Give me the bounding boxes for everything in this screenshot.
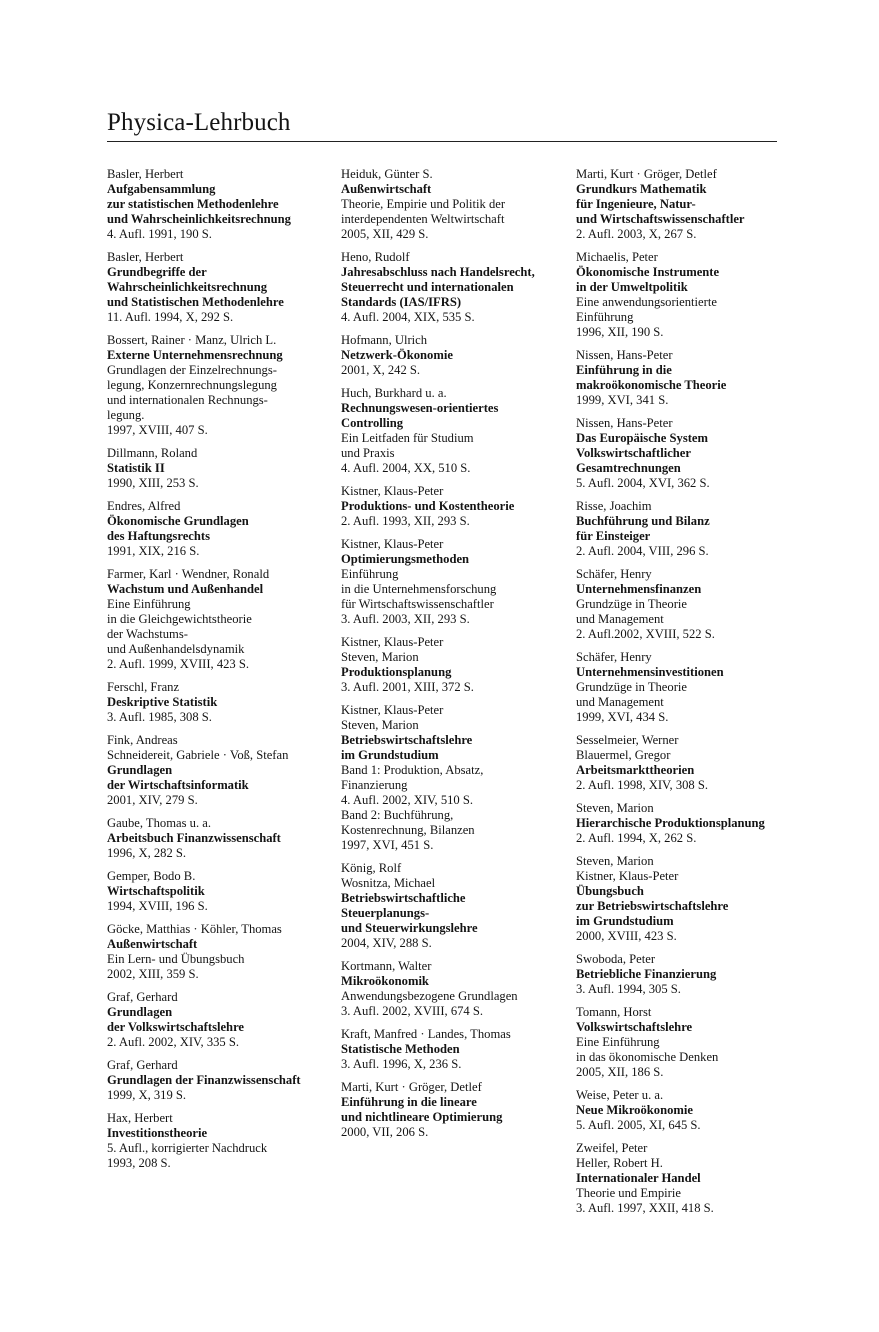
book-title-line: Volkswirtschaftslehre — [576, 1020, 693, 1034]
book-edition-line: 4. Aufl. 1991, 190 S. — [107, 227, 212, 241]
book-title-line: des Haftungsrechts — [107, 529, 210, 543]
book-author-line: Tomann, Horst — [576, 1005, 652, 1019]
book-title-line: Controlling — [341, 416, 404, 430]
book-title-line: Außenwirtschaft — [107, 937, 198, 951]
book-entry — [107, 1111, 339, 1171]
book-entry — [341, 703, 573, 853]
book-edition-line: 11. Aufl. 1994, X, 292 S. — [107, 310, 234, 324]
book-author-line: Bossert, Rainer · Manz, Ulrich L. — [107, 333, 277, 347]
book-author-line: Schäfer, Henry — [576, 650, 652, 664]
book-title-line: Einführung in die lineare — [341, 1095, 477, 1109]
book-entry — [576, 801, 808, 846]
book-author-line: Weise, Peter u. a. — [576, 1088, 664, 1102]
book-title-line: Grundbegriffe der — [107, 265, 207, 279]
book-edition-line: 1993, 208 S. — [107, 1156, 171, 1170]
book-title-line: Einführung in die — [576, 363, 672, 377]
book-edition-line: 2005, XII, 429 S. — [341, 227, 429, 241]
book-edition-line: 1999, XVI, 341 S. — [576, 393, 669, 407]
book-subtitle-line: legung. — [107, 408, 145, 422]
book-title-line: und Wahrscheinlichkeitsrechnung — [107, 212, 291, 226]
book-entry — [576, 1005, 808, 1080]
book-entry — [341, 861, 573, 951]
book-author-line: Steven, Marion — [341, 718, 419, 732]
book-author-line: Wosnitza, Michael — [341, 876, 436, 890]
book-title-line: und nichtlineare Optimierung — [341, 1110, 503, 1124]
book-edition-line: 4. Aufl. 2004, XX, 510 S. — [341, 461, 471, 475]
book-title-line: und Wirtschaftswissenschaftler — [576, 212, 745, 226]
book-author-line: Hofmann, Ulrich — [341, 333, 428, 347]
book-author-line: Steven, Marion — [576, 854, 654, 868]
book-author-line: Kistner, Klaus-Peter — [341, 703, 444, 717]
book-title-line: Externe Unternehmensrechnung — [107, 348, 283, 362]
book-subtitle-line: und Praxis — [341, 446, 395, 460]
book-author-line: Michaelis, Peter — [576, 250, 658, 264]
book-subtitle-line: Ein Leitfaden für Studium — [341, 431, 474, 445]
book-author-line: Marti, Kurt · Gröger, Detlef — [341, 1080, 482, 1094]
book-title-line: für Ingenieure, Natur- — [576, 197, 696, 211]
book-author-line: Heno, Rudolf — [341, 250, 410, 264]
book-author-line: Heller, Robert H. — [576, 1156, 663, 1170]
book-author-line: Kistner, Klaus-Peter — [341, 484, 444, 498]
book-subtitle-line: und Außenhandelsdynamik — [107, 642, 245, 656]
book-edition-line: 2000, VII, 206 S. — [341, 1125, 429, 1139]
book-title-line: und Statistischen Methodenlehre — [107, 295, 284, 309]
book-edition-line: 5. Aufl. 2005, XI, 645 S. — [576, 1118, 701, 1132]
book-subtitle-line: und Management — [576, 695, 664, 709]
book-entry — [341, 1080, 573, 1140]
book-entry — [107, 1058, 339, 1103]
book-edition-line: Kostenrechnung, Bilanzen — [341, 823, 475, 837]
book-title-line: Netzwerk-Ökonomie — [341, 348, 453, 362]
book-subtitle-line: Eine Einführung — [107, 597, 191, 611]
book-entry — [107, 499, 339, 559]
book-title-line: Wahrscheinlichkeitsrechnung — [107, 280, 268, 294]
book-title-line: Rechnungswesen-orientiertes — [341, 401, 499, 415]
book-title-line: in der Umweltpolitik — [576, 280, 688, 294]
book-title-line: Produktions- und Kostentheorie — [341, 499, 515, 513]
book-entry — [576, 416, 808, 491]
book-title-line: Grundlagen — [107, 1005, 173, 1019]
book-subtitle-line: Einführung — [576, 310, 634, 324]
book-author-line: Schäfer, Henry — [576, 567, 652, 581]
book-edition-line: 1991, XIX, 216 S. — [107, 544, 200, 558]
book-subtitle-line: Eine Einführung — [576, 1035, 660, 1049]
book-title-line: Volkswirtschaftlicher — [576, 446, 691, 460]
book-author-line: Kistner, Klaus-Peter — [576, 869, 679, 883]
book-author-line: Blauermel, Gregor — [576, 748, 671, 762]
book-edition-line: 1994, XVIII, 196 S. — [107, 899, 208, 913]
book-title-line: Ökonomische Instrumente — [576, 265, 720, 279]
book-edition-line: 2005, XII, 186 S. — [576, 1065, 664, 1079]
book-title-line: Betriebliche Finanzierung — [576, 967, 717, 981]
book-subtitle-line: Grundzüge in Theorie — [576, 597, 687, 611]
book-author-line: Gemper, Bodo B. — [107, 869, 196, 883]
book-edition-line: 2000, XVIII, 423 S. — [576, 929, 677, 943]
book-title-line: Grundlagen — [107, 763, 173, 777]
book-entry — [107, 733, 339, 808]
title-rule — [107, 141, 777, 142]
book-title-line: Wachstum und Außenhandel — [107, 582, 264, 596]
book-edition-line: 2. Aufl. 1999, XVIII, 423 S. — [107, 657, 250, 671]
book-edition-line: 1999, X, 319 S. — [107, 1088, 187, 1102]
book-title-line: Steuerplanungs- — [341, 906, 430, 920]
book-author-line: Göcke, Matthias · Köhler, Thomas — [107, 922, 282, 936]
book-subtitle-line: und Management — [576, 612, 664, 626]
book-entry — [576, 567, 808, 642]
book-title-line: für Einsteiger — [576, 529, 651, 543]
book-entry — [107, 167, 339, 242]
book-subtitle-line: Theorie, Empirie und Politik der — [341, 197, 506, 211]
book-title-line: Steuerrecht und internationalen — [341, 280, 514, 294]
book-subtitle-line: Grundlagen der Einzelrechnungs- — [107, 363, 277, 377]
book-edition-line: 1997, XVIII, 407 S. — [107, 423, 208, 437]
book-author-line: Kistner, Klaus-Peter — [341, 537, 444, 551]
book-author-line: Kistner, Klaus-Peter — [341, 635, 444, 649]
book-author-line: Nissen, Hans-Peter — [576, 348, 673, 362]
book-title-line: Das Europäische System — [576, 431, 709, 445]
book-edition-line: 4. Aufl. 2002, XIV, 510 S. — [341, 793, 474, 807]
book-title-line: der Wirtschaftsinformatik — [107, 778, 249, 792]
book-title-line: Buchführung und Bilanz — [576, 514, 710, 528]
catalog-column-2 — [341, 167, 573, 1148]
book-entry — [107, 869, 339, 914]
book-author-line: Graf, Gerhard — [107, 1058, 178, 1072]
book-title-line: Mikroökonomik — [341, 974, 429, 988]
book-author-line: Risse, Joachim — [576, 499, 652, 513]
book-edition-line: 2001, XIV, 279 S. — [107, 793, 198, 807]
book-entry — [576, 167, 808, 242]
page-title: Physica-Lehrbuch — [107, 109, 291, 136]
book-entry — [107, 333, 339, 438]
book-entry — [107, 567, 339, 672]
book-entry — [341, 333, 573, 378]
book-title-line: Unternehmensinvestitionen — [576, 665, 724, 679]
book-author-line: Ferschl, Franz — [107, 680, 180, 694]
book-edition-line: 3. Aufl. 2002, XVIII, 674 S. — [341, 1004, 484, 1018]
book-author-line: Steven, Marion — [576, 801, 654, 815]
book-title-line: und Steuerwirkungslehre — [341, 921, 478, 935]
book-author-line: Sesselmeier, Werner — [576, 733, 679, 747]
book-author-line: Farmer, Karl · Wendner, Ronald — [107, 567, 270, 581]
book-author-line: Steven, Marion — [341, 650, 419, 664]
book-title-line: Neue Mikroökonomie — [576, 1103, 693, 1117]
book-subtitle-line: Finanzierung — [341, 778, 408, 792]
book-title-line: zur statistischen Methodenlehre — [107, 197, 279, 211]
book-author-line: Basler, Herbert — [107, 250, 184, 264]
book-title-line: zur Betriebswirtschaftslehre — [576, 899, 729, 913]
book-edition-line: 4. Aufl. 2004, XIX, 535 S. — [341, 310, 475, 324]
book-title-line: Statistik II — [107, 461, 165, 475]
book-subtitle-line: Einführung — [341, 567, 399, 581]
book-author-line: Heiduk, Günter S. — [341, 167, 433, 181]
book-edition-line: 3. Aufl. 2003, XII, 293 S. — [341, 612, 470, 626]
book-subtitle-line: Band 1: Produktion, Absatz, — [341, 763, 484, 777]
book-entry — [576, 250, 808, 340]
book-entry — [576, 1141, 808, 1216]
book-title-line: Hierarchische Produktionsplanung — [576, 816, 765, 830]
book-author-line: König, Rolf — [341, 861, 402, 875]
book-subtitle-line: der Wachstums- — [107, 627, 188, 641]
book-author-line: Gaube, Thomas u. a. — [107, 816, 211, 830]
book-author-line: Marti, Kurt · Gröger, Detlef — [576, 167, 717, 181]
book-title-line: Arbeitsmarkttheorien — [576, 763, 695, 777]
book-author-line: Kraft, Manfred · Landes, Thomas — [341, 1027, 511, 1041]
book-author-line: Fink, Andreas — [107, 733, 178, 747]
book-title-line: Optimierungsmethoden — [341, 552, 470, 566]
book-edition-line: 1997, XVI, 451 S. — [341, 838, 434, 852]
book-title-line: Investitionstheorie — [107, 1126, 208, 1140]
book-author-line: Graf, Gerhard — [107, 990, 178, 1004]
book-title-line: im Grundstudium — [576, 914, 674, 928]
book-title-line: Aufgabensammlung — [107, 182, 216, 196]
book-entry — [341, 484, 573, 529]
book-subtitle-line: in die Gleichgewichtstheorie — [107, 612, 252, 626]
book-title-line: Übungsbuch — [576, 884, 644, 898]
book-edition-line: 3. Aufl. 1996, X, 236 S. — [341, 1057, 462, 1071]
book-author-line: Kortmann, Walter — [341, 959, 432, 973]
book-edition-line: 2. Aufl. 1994, X, 262 S. — [576, 831, 697, 845]
book-title-line: Außenwirtschaft — [341, 182, 432, 196]
book-author-line: Zweifel, Peter — [576, 1141, 648, 1155]
book-title-line: Betriebswirtschaftslehre — [341, 733, 473, 747]
book-title-line: Statistische Methoden — [341, 1042, 460, 1056]
book-subtitle-line: und internationalen Rechnungs- — [107, 393, 268, 407]
catalog-column-1 — [107, 167, 339, 1179]
book-entry — [107, 816, 339, 861]
book-edition-line: Band 2: Buchführung, — [341, 808, 454, 822]
book-title-line: Deskriptive Statistik — [107, 695, 218, 709]
book-edition-line: 2002, XIII, 359 S. — [107, 967, 199, 981]
book-entry — [341, 386, 573, 476]
book-entry — [576, 952, 808, 997]
book-entry — [341, 959, 573, 1019]
book-entry — [107, 990, 339, 1050]
book-edition-line: 2. Aufl. 2004, VIII, 296 S. — [576, 544, 709, 558]
book-title-line: Gesamtrechnungen — [576, 461, 681, 475]
book-entry — [341, 167, 573, 242]
book-entry — [576, 499, 808, 559]
book-entry — [576, 854, 808, 944]
book-entry — [107, 680, 339, 725]
book-edition-line: 2. Aufl. 1993, XII, 293 S. — [341, 514, 470, 528]
book-edition-line: 3. Aufl. 1985, 308 S. — [107, 710, 212, 724]
book-edition-line: 2. Aufl. 2003, X, 267 S. — [576, 227, 697, 241]
catalog-column-3 — [576, 167, 808, 1224]
book-subtitle-line: in die Unternehmensforschung — [341, 582, 497, 596]
book-entry — [107, 446, 339, 491]
book-subtitle-line: für Wirtschaftswissenschaftler — [341, 597, 494, 611]
book-subtitle-line: Anwendungsbezogene Grundlagen — [341, 989, 518, 1003]
book-entry — [341, 1027, 573, 1072]
book-author-line: Huch, Burkhard u. a. — [341, 386, 447, 400]
book-entry — [576, 650, 808, 725]
book-title-line: Grundkurs Mathematik — [576, 182, 707, 196]
book-edition-line: 1990, XIII, 253 S. — [107, 476, 199, 490]
book-title-line: Ökonomische Grundlagen — [107, 514, 249, 528]
book-subtitle-line: in das ökonomische Denken — [576, 1050, 719, 1064]
book-title-line: makroökonomische Theorie — [576, 378, 727, 392]
book-title-line: Standards (IAS/IFRS) — [341, 295, 462, 309]
book-author-line: Basler, Herbert — [107, 167, 184, 181]
book-title-line: Wirtschaftspolitik — [107, 884, 205, 898]
book-title-line: Produktionsplanung — [341, 665, 452, 679]
book-title-line: Jahresabschluss nach Handelsrecht, — [341, 265, 535, 279]
book-entry — [341, 250, 573, 325]
book-subtitle-line: Grundzüge in Theorie — [576, 680, 687, 694]
book-title-line: der Volkswirtschaftslehre — [107, 1020, 245, 1034]
book-author-line: Hax, Herbert — [107, 1111, 173, 1125]
book-entry — [576, 733, 808, 793]
book-author-line: Nissen, Hans-Peter — [576, 416, 673, 430]
book-edition-line: 3. Aufl. 2001, XIII, 372 S. — [341, 680, 474, 694]
book-title-line: Grundlagen der Finanzwissenschaft — [107, 1073, 301, 1087]
book-entry — [107, 922, 339, 982]
book-author-line: Dillmann, Roland — [107, 446, 198, 460]
book-edition-line: 1999, XVI, 434 S. — [576, 710, 669, 724]
book-edition-line: 2. Aufl. 2002, XIV, 335 S. — [107, 1035, 240, 1049]
book-edition-line: 1996, X, 282 S. — [107, 846, 187, 860]
book-title-line: Unternehmensfinanzen — [576, 582, 702, 596]
book-entry — [107, 250, 339, 325]
book-author-line: Swoboda, Peter — [576, 952, 656, 966]
book-title-line: Arbeitsbuch Finanzwissenschaft — [107, 831, 281, 845]
book-subtitle-line: interdependenten Weltwirtschaft — [341, 212, 505, 226]
book-edition-line: 2001, X, 242 S. — [341, 363, 421, 377]
book-entry — [576, 1088, 808, 1133]
book-author-line: Endres, Alfred — [107, 499, 181, 513]
book-edition-line: 3. Aufl. 1997, XXII, 418 S. — [576, 1201, 714, 1215]
book-title-line: Internationaler Handel — [576, 1171, 701, 1185]
book-subtitle-line: Eine anwendungsorientierte — [576, 295, 717, 309]
book-title-line: Betriebswirtschaftliche — [341, 891, 466, 905]
book-subtitle-line: Ein Lern- und Übungsbuch — [107, 952, 245, 966]
book-edition-line: 2. Aufl. 1998, XIV, 308 S. — [576, 778, 709, 792]
book-author-line: Schneidereit, Gabriele · Voß, Stefan — [107, 748, 289, 762]
book-edition-line: 2. Aufl.2002, XVIII, 522 S. — [576, 627, 715, 641]
book-entry — [576, 348, 808, 408]
book-entry — [341, 635, 573, 695]
book-title-line: im Grundstudium — [341, 748, 439, 762]
book-subtitle-line: 5. Aufl., korrigierter Nachdruck — [107, 1141, 268, 1155]
book-edition-line: 2004, XIV, 288 S. — [341, 936, 432, 950]
book-edition-line: 5. Aufl. 2004, XVI, 362 S. — [576, 476, 710, 490]
book-edition-line: 1996, XII, 190 S. — [576, 325, 664, 339]
book-entry — [341, 537, 573, 627]
book-subtitle-line: legung, Konzernrechnungslegung — [107, 378, 277, 392]
book-edition-line: 3. Aufl. 1994, 305 S. — [576, 982, 681, 996]
book-subtitle-line: Theorie und Empirie — [576, 1186, 681, 1200]
